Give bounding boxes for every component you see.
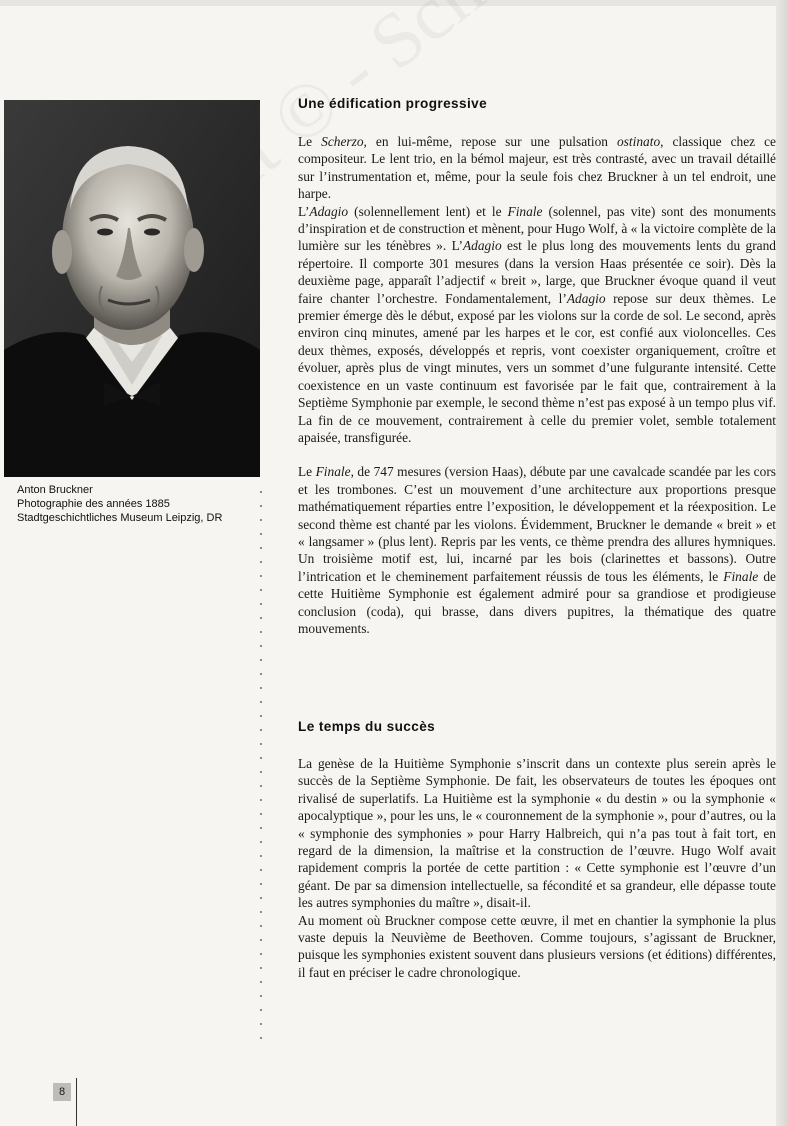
paragraph: Le Finale, de 747 mesures (version Haas), débute par une cavalcade scandée par les cors et les trombones. C’est un mouvement d’une architecture aux proportions presque mathématiquement réparties entre l’exposition, le développement et la réexposition. Le second thème est chanté par les violons. Évidemment, Bruckner le demande « breit » et « langsamer » (plus lent). Repris par les vents, ce thème prendra des allures hymniques. Un troisième motif est, lui, incarné par les bois (clarinettes et bassons). Outre l’intrication et le cheminement parfaitement réussis de tous les éléments, le Finale de cette Huitième Symphonie est également admiré pour sa grandiose et prodigieuse conclusion (coda), qui brasse, dans divers pupitres, la thématique des quatre mouvements. [298, 464, 776, 636]
section2-body [298, 755, 776, 981]
caption-line: Anton Bruckner [17, 484, 93, 496]
bruckner-portrait-photo [4, 100, 260, 477]
paragraph: La genèse de la Huitième Symphonie s’inscrit dans un contexte plus serein après le succès de la Septième Symphonie. De fait, les observateurs de toutes les époques ont rivalisé de superlatifs. La Huitième est la symphonie « du destin » ou la symphonie « apocalyptique », pour les uns, le « couronnement de la symphonie », pour d’autres, ou la « symphonie des symphonies » pour Harry Halbreich, qui n’a pas tout à fait tort, en regard de la dimension, la maîtrise et la construction de l’œuvre. Hugo Wolf avait rapidement compris la portée de cette partition : « Cette symphonie est l’œuvre d’un géant. De par sa dimension intellectuelle, sa fécondité et sa grandeur, elle dépasse toute les autres symphonies du maître », disait-il. [298, 756, 776, 911]
section1-body [298, 133, 776, 637]
dotted-column-divider [260, 485, 262, 1040]
section-heading: Le temps du succès [298, 719, 436, 734]
page-right-edge [776, 0, 788, 1126]
paragraph: L’Adagio (solennellement lent) et le Finale (solennel, pas vite) sont des monuments d’inspiration et de construction et mènent, pour Hugo Wolf, à « la victoire complète de la lumière sur les ténèbres ». L’Adagio est le plus long des mouvements lents du grand répertoire. Il comporte 301 mesures (dans la version Haas présentée ce soir). Dès la deuxième page, apparaît l’adjectif « breit », large, que Bruckner évoque quand il veut faire chanter l’orchestre. Fondamentalement, l’Adagio repose sur deux thèmes. Le premier émerge dès le début, exposé par les violons sur la corde de sol. Le second, après environ cinq minutes, amené par les harpes et le cor, est confié aux violoncelles. Ces deux thèmes, exposés, développés et repris, vont coexister organiquement, croître et évoluer, après plus de vingt minutes, vers un sommet d’une fulgurante intensité. Cette coexistence en un vaste continuum est favorisée par le fait que, contrairement à la Septième Symphonie par exemple, le second thème n’est pas exposé à un tempo plus vif. La fin de ce mouvement, contrairement à celle du premier volet, semble totalement apaisée, transfigurée. [298, 203, 776, 445]
paragraph: Au moment où Bruckner compose cette œuvre, il met en chantier la symphonie la plus vaste depuis la Neuvième de Beethoven. Comme toujours, s’agissant de Bruckner, puisque les symphonies existent souvent dans plusieurs versions (et éditions) différentes, il faut en préciser le cadre chronologique. [298, 912, 776, 980]
page-top-edge [0, 0, 788, 6]
caption-line: Photographie des années 1885 [17, 498, 170, 510]
photo-caption [17, 483, 257, 525]
section-heading: Une édification progressive [298, 96, 488, 111]
caption-line: Stadtgeschichtliches Museum Leipzig, DR [17, 512, 223, 524]
paragraph: Le Scherzo, en lui-même, repose sur une pulsation ostinato, classique chez ce compositeur. Le lent trio, en la bémol majeur, est très contrasté, avec un travail détaillé sur l’instrumentation et, même, pour la seule fois chez Bruckner à un tel endroit, une harpe. [298, 134, 777, 202]
footer-rule [76, 1078, 77, 1126]
page-number: 8 [53, 1083, 71, 1101]
